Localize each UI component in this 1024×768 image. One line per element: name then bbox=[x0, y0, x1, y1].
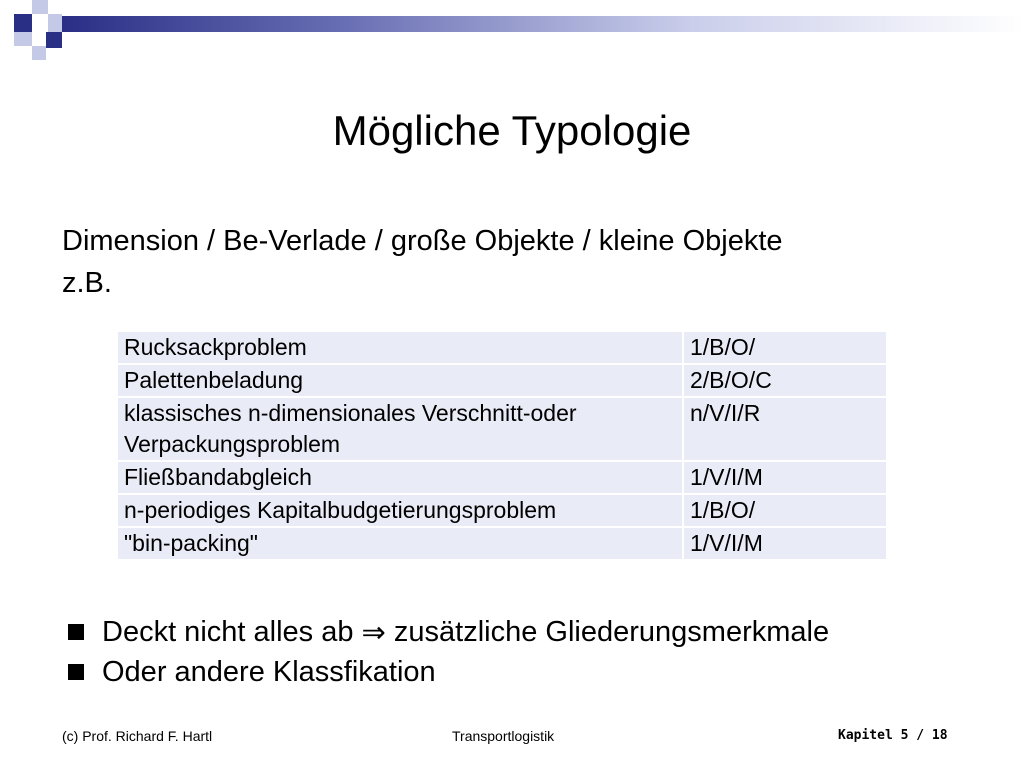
type-code-cell: 1/B/O/ bbox=[684, 332, 886, 363]
problem-cell: Palettenbeladung bbox=[118, 365, 682, 396]
bullet-text: Oder andere Klassfikation bbox=[102, 656, 436, 688]
type-code-cell: n/V/I/R bbox=[684, 398, 886, 460]
bullet-item bbox=[62, 612, 1002, 652]
decor-square bbox=[32, 46, 46, 60]
type-code-cell: 1/V/I/M bbox=[684, 462, 886, 493]
decor-square bbox=[48, 14, 62, 32]
square-bullet-icon bbox=[68, 624, 84, 640]
bullet-list bbox=[62, 612, 1002, 692]
footer-course: Transportlogistik bbox=[452, 728, 555, 744]
typology-table bbox=[116, 330, 888, 561]
table-row bbox=[118, 398, 886, 460]
decor-square bbox=[46, 32, 62, 48]
bullet-text: zusätzliche Gliederungsmerkmale bbox=[393, 616, 830, 648]
table-row bbox=[118, 365, 886, 396]
table-row bbox=[118, 528, 886, 559]
intro-line: Dimension / Be-Verlade / große Objekte / kleine Objekte bbox=[62, 225, 783, 257]
problem-cell: n-periodiges Kapitalbudgetierungsproblem bbox=[118, 495, 682, 526]
decor-square bbox=[14, 14, 32, 32]
type-code-cell: 1/V/I/M bbox=[684, 528, 886, 559]
problem-cell: Rucksackproblem bbox=[118, 332, 682, 363]
table-row bbox=[118, 462, 886, 493]
implies-arrow-icon: ⇒ bbox=[361, 615, 386, 649]
decor-square bbox=[14, 32, 32, 46]
bullet-item bbox=[62, 652, 1002, 692]
footer-author: (c) Prof. Richard F. Hartl bbox=[62, 728, 213, 744]
table-row bbox=[118, 332, 886, 363]
type-code-cell: 1/B/O/ bbox=[684, 495, 886, 526]
problem-cell: klassisches n-dimensionales Verschnitt-oder Verpackungsproblem bbox=[118, 398, 682, 460]
type-code-cell: 2/B/O/C bbox=[684, 365, 886, 396]
intro-line: z.B. bbox=[62, 267, 112, 299]
problem-cell: Fließbandabgleich bbox=[118, 462, 682, 493]
table-row bbox=[118, 495, 886, 526]
slide-title: Mögliche Typologie bbox=[332, 107, 692, 154]
intro-text bbox=[62, 220, 962, 304]
footer-page: Kapitel 5 / 18 bbox=[838, 728, 948, 743]
decor-square bbox=[32, 0, 48, 14]
header-gradient-bar bbox=[62, 16, 1024, 32]
square-bullet-icon bbox=[68, 664, 84, 680]
problem-cell: "bin-packing" bbox=[118, 528, 682, 559]
bullet-text: Deckt nicht alles ab bbox=[102, 616, 354, 648]
